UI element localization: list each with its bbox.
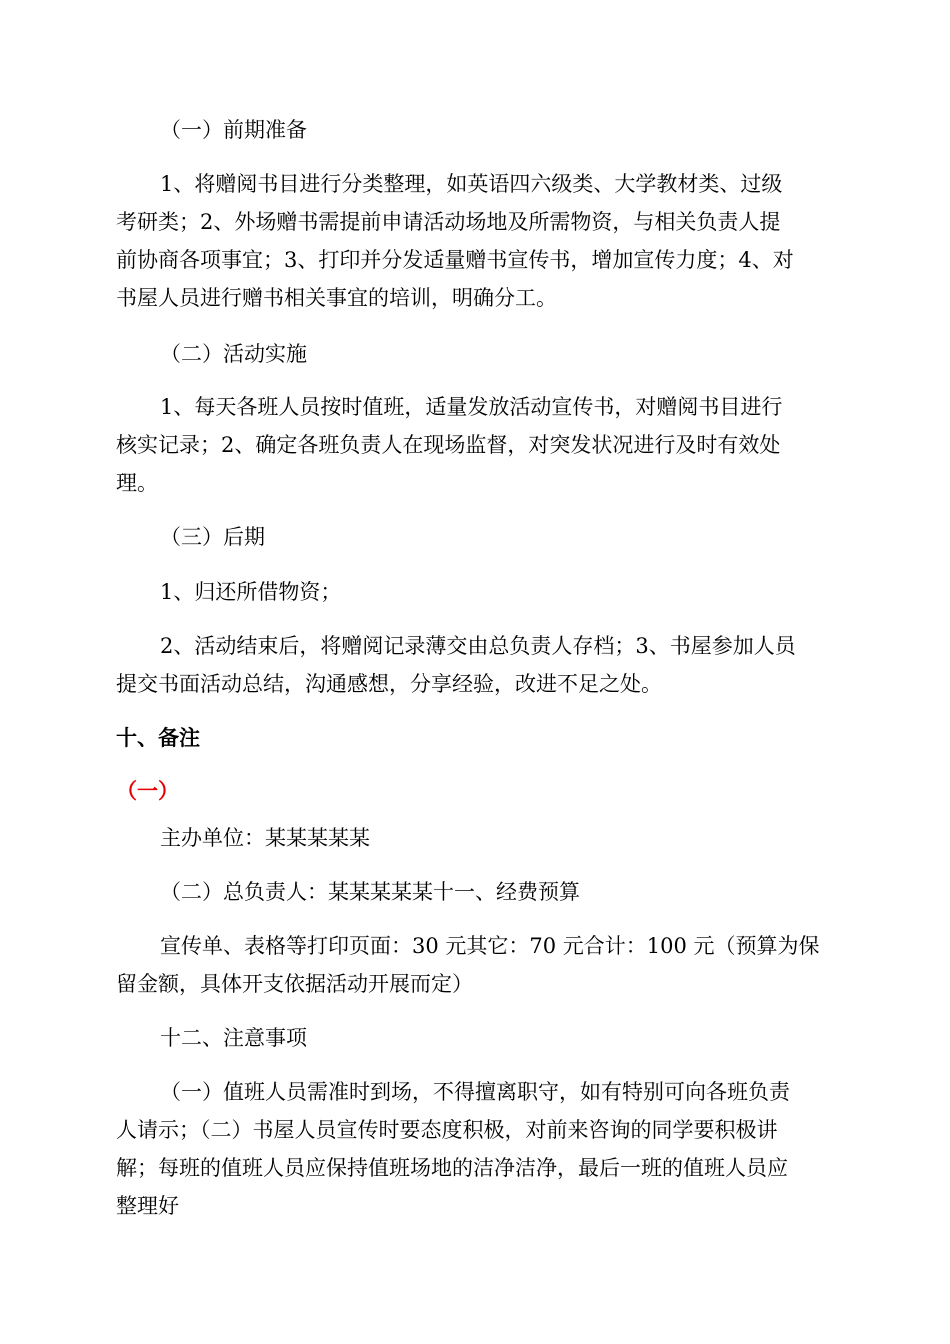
budget-paragraph-line: 留金额，具体开支依据活动开展而定）	[116, 972, 473, 996]
post-paragraph-1: 1、归还所借物资；	[160, 580, 342, 604]
notes-paragraph-line: 人请示；（二）书屋人员宣传时要态度积极，对前来咨询的同学要积极讲	[116, 1118, 778, 1142]
notes-paragraph-line: （一）值班人员需准时到场，不得擅离职守，如有特别可向各班负责	[160, 1080, 790, 1104]
impl-paragraph-line: 1、每天各班人员按时值班，适量发放活动宣传书，对赠阅书目进行	[160, 395, 783, 419]
prep-paragraph-line: 1、将赠阅书目进行分类整理，如英语四六级类、大学教材类、过级	[160, 172, 783, 196]
budget-paragraph-line: 宣传单、表格等打印页面：30 元其它：70 元合计：100 元（预算为保	[160, 934, 820, 958]
notes-paragraph-line: 解；每班的值班人员应保持值班场地的洁净洁净，最后一班的值班人员应	[116, 1156, 788, 1180]
impl-paragraph-line: 核实记录；2、确定各班负责人在现场监督，对突发状况进行及时有效处	[116, 433, 781, 457]
leader-line: （二）总负责人：某某某某某十一、经费预算	[160, 880, 580, 904]
post-paragraph-2-line: 2、活动结束后，将赠阅记录薄交由总负责人存档；3、书屋参加人员	[160, 634, 796, 658]
post-paragraph-2-line: 提交书面活动总结，沟通感想，分享经验，改进不足之处。	[116, 672, 662, 696]
section-prep-title: （一）前期准备	[160, 118, 307, 142]
section-10-title: 十、备注	[116, 725, 200, 750]
notes-paragraph-line: 整理好	[116, 1194, 179, 1218]
impl-paragraph-line: 理。	[116, 471, 158, 495]
prep-paragraph-line: 考研类；2、外场赠书需提前申请活动场地及所需物资，与相关负责人提	[116, 210, 781, 234]
prep-paragraph-line: 前协商各项事宜；3、打印并分发适量赠书宣传书，增加宣传力度；4、对	[116, 248, 794, 272]
sponsor-line: 主办单位：某某某某某	[160, 826, 370, 850]
section-post-title: （三）后期	[160, 525, 265, 549]
prep-paragraph-line: 书屋人员进行赠书相关事宜的培训，明确分工。	[116, 286, 557, 310]
section-10-sub-1: （一）	[116, 778, 179, 803]
section-12-title: 十二、注意事项	[160, 1026, 307, 1050]
section-impl-title: （二）活动实施	[160, 342, 307, 366]
